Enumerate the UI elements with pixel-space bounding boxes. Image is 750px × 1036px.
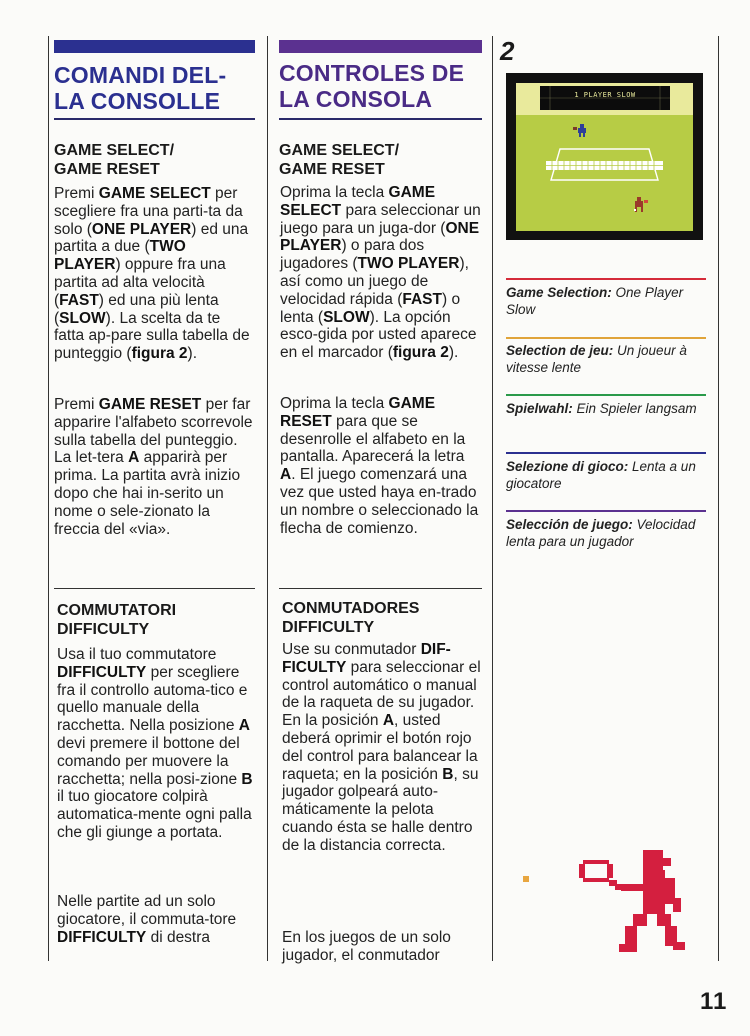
legend-item-spanish: [506, 516, 706, 550]
legend-text-french: Un joueur à vitesse lente: [506, 343, 687, 375]
italian-section2-title: [57, 601, 176, 639]
near-player: [635, 197, 648, 212]
spanish-color-bar: [279, 40, 482, 53]
figure-number: 2: [500, 36, 515, 66]
italian-heading-rule: [54, 118, 255, 120]
legend-text-italian: Lenta a un giocatore: [506, 459, 696, 491]
italian-section1-title-line2: GAME RESET: [54, 161, 160, 178]
spanish-heading-line2: LA CONSOLA: [279, 86, 433, 112]
italian-heading-line2: LA CONSOLLE: [54, 88, 221, 114]
game-screenshot: [506, 73, 703, 240]
italian-section1-title-line1: GAME SELECT/: [54, 142, 175, 159]
legend-rule-3: [506, 394, 706, 396]
legend-rule-2: [506, 337, 706, 339]
tennis-court: [516, 83, 693, 231]
legend-item-italian: [506, 458, 706, 492]
spanish-section1-title-line2: GAME RESET: [279, 161, 385, 178]
legend-label-english: Game Selection:: [506, 285, 612, 300]
legend-label-spanish: Selección de juego:: [506, 517, 633, 532]
scoreboard-text: 1 PLAYER SLOW: [574, 91, 636, 99]
italian-section1-para1: Premi GAME SELECT per scegliere fra una parti-ta da solo (ONE PLAYER) ed una partita a due (TWO PLAYER) oppure fra una partita ad alta velocità (FAST) ed una più lenta (SLOW). La scelta da te fatta ap-pare sulla tabella de punteggio (figura 2).: [54, 185, 250, 363]
spanish-heading-rule: [279, 118, 482, 120]
legend-item-english: [506, 284, 706, 318]
tennis-player-illustration: [515, 848, 715, 958]
legend-label-french: Selection de jeu:: [506, 343, 614, 358]
legend-text-german: Ein Spieler langsam: [572, 401, 697, 416]
player-figure: [579, 850, 685, 952]
legend-label-italian: Selezione di gioco:: [506, 459, 629, 474]
spanish-heading: [279, 60, 464, 112]
spanish-section1-title: [279, 141, 399, 179]
ball: [634, 209, 636, 211]
legend-item-german: [506, 400, 706, 417]
italian-section2-para1: Usa il tuo commutatore DIFFICULTY per scegliere fra il controllo automa-tico e quello manuale della racchetta. Nella posizione A devi premere il bottone del comando per muovere la racchetta; nella posi-zione B il tuo giocatore colpirà automatica-mente ogni palla che gli giunge a portata.: [57, 646, 253, 841]
legend-rule-1: [506, 278, 706, 280]
legend-rule-5: [506, 510, 706, 512]
column-divider-right: [492, 36, 493, 961]
spanish-section1-title-line1: GAME SELECT/: [279, 142, 400, 159]
italian-section2-rule: [54, 588, 255, 589]
italian-section1-title: [54, 141, 174, 179]
spanish-section2-title: [282, 599, 419, 637]
spanish-section2-title-line2: DIFFICULTY: [282, 619, 375, 636]
spanish-section2-rule: [279, 588, 482, 589]
ball-icon: [523, 876, 529, 882]
italian-section2-title-line2: DIFFICULTY: [57, 621, 150, 638]
column-divider-left: [48, 36, 49, 961]
legend-text-english: One Player Slow: [506, 285, 684, 317]
spanish-section2-para1: Use su conmutador DIF-FICULTY para seleccionar el control automático o manual de la raqueta de su jugador. En la posición A, usted deberá oprimir el botón rojo del control para balancear la raqueta; en la posición B, su jugador golpeará auto-máticamente la pelota cuando ésta se halle dentro de la distancia correcta.: [282, 641, 481, 854]
column-divider-middle: [267, 36, 268, 961]
legend-text-spanish: Velocidad lenta para un jugador: [506, 517, 696, 549]
italian-color-bar: [54, 40, 255, 53]
legend-label-german: Spielwahl:: [506, 401, 573, 416]
legend-item-french: [506, 342, 706, 376]
far-player: [573, 124, 586, 137]
tv-screen: [516, 83, 693, 231]
legend-rule-4: [506, 452, 706, 454]
italian-heading: [54, 62, 226, 114]
italian-heading-line1: COMANDI DEL-: [54, 62, 227, 88]
italian-section2-para2: Nelle partite ad un solo giocatore, il commuta-tore DIFFICULTY di destra: [57, 893, 237, 946]
page-number: 11: [700, 988, 728, 1015]
spanish-section1-para1: Oprima la tecla GAME SELECT para seleccionar un juego para un juga-dor (ONE PLAYER) o para dos jugadores (TWO PLAYER), así como un juego de velocidad rápida (FAST) o lenta (SLOW). La opción esco-gida por usted aparece en el marcador (figura 2).: [280, 184, 481, 362]
spanish-heading-line1: CONTROLES DE: [279, 60, 465, 86]
spanish-section1-para2: Oprima la tecla GAME RESET para que se desenrolle el alfabeto en la pantalla. Aparecerá la letra A. El juego comenzará una vez que usted haya en-trado un nombre o seleccionado la flecha de comienzo.: [280, 395, 479, 537]
italian-section1-para2: Premi GAME RESET per far apparire l'alfabeto scorrevole sulla tabella del punteggio. La let-tera A apparirà per prima. La partita avrà inizio dopo che hai in-serito un nome o sele-zionato la freccia del «via».: [54, 396, 253, 538]
italian-section2-title-line1: COMMUTATORI: [57, 602, 177, 619]
column-divider-far-right: [718, 36, 719, 961]
spanish-section2-title-line1: CONMUTADORES: [282, 600, 420, 617]
spanish-section2-para2: En los juegos de un solo jugador, el conmutador: [282, 929, 451, 964]
